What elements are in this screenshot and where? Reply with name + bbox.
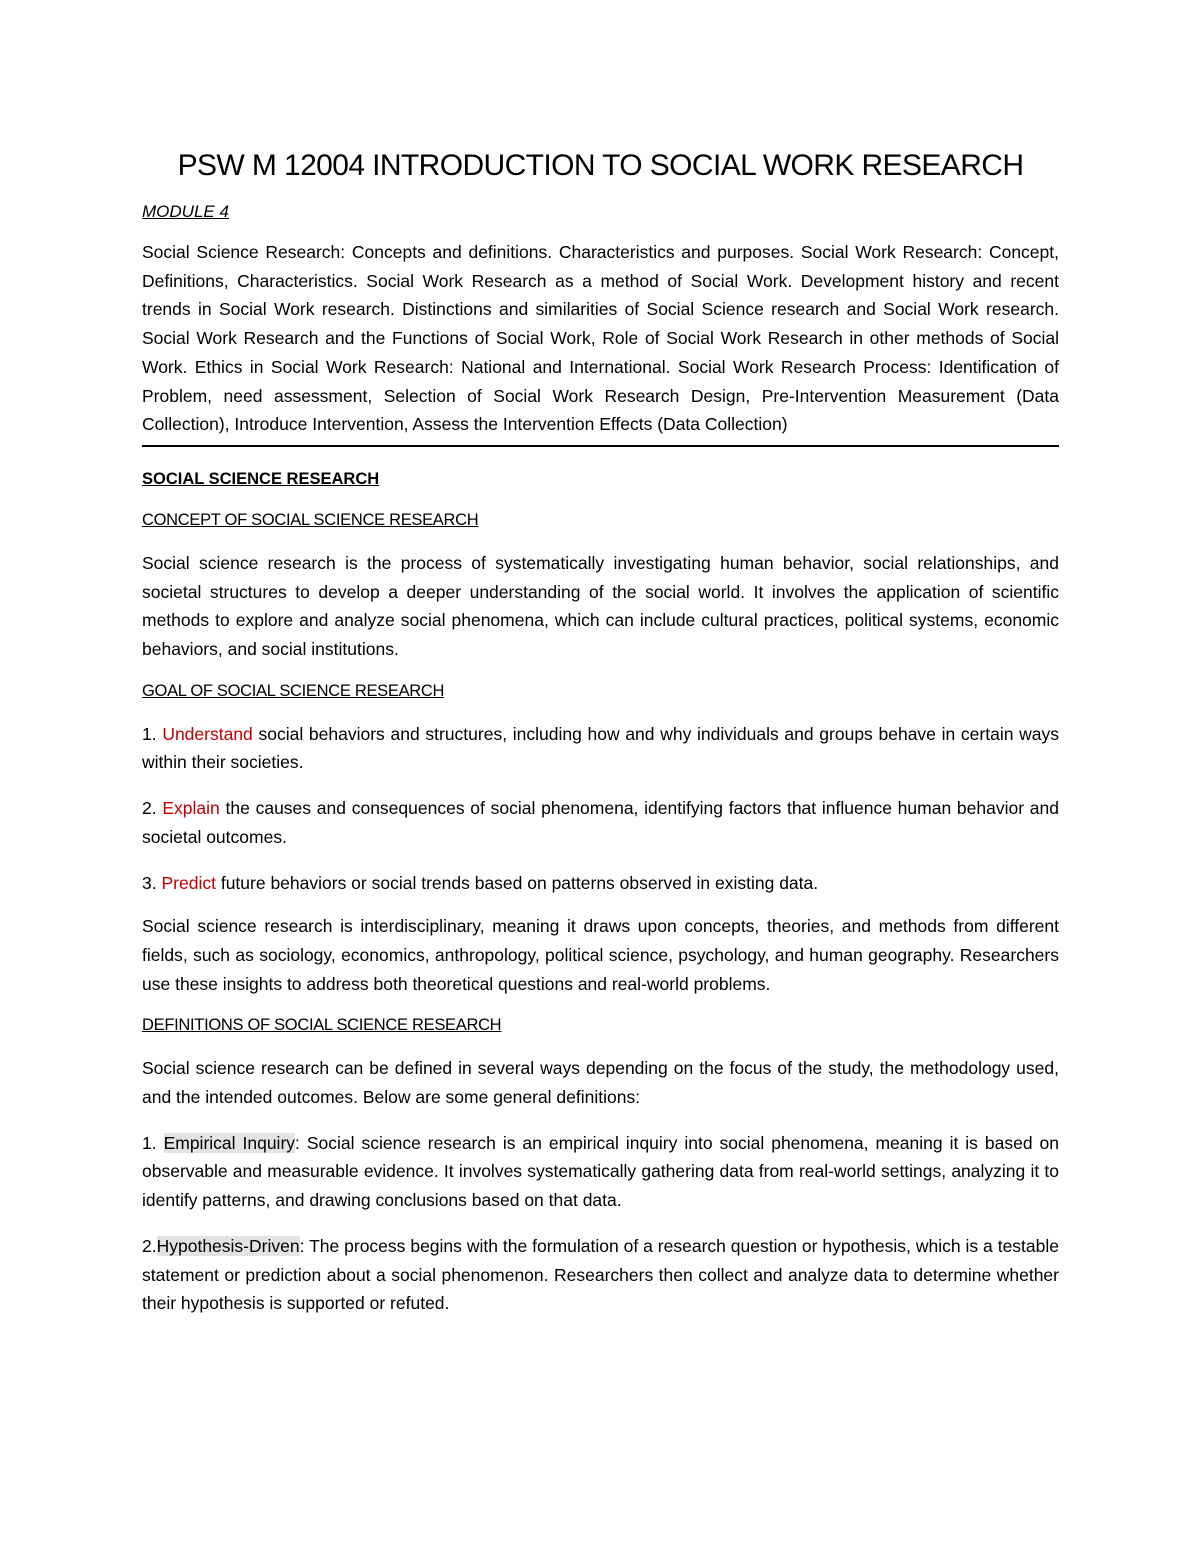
definition-item-number: 1. xyxy=(142,1132,157,1153)
goal-item-2 xyxy=(142,794,1059,851)
definitions-intro: Social science research can be defined in several ways depending on the focus of the study, the methodology used, and the intended outcomes. Below are some general definitions: xyxy=(142,1058,1059,1108)
definition-item-term: Hypothesis-Driven xyxy=(156,1235,300,1256)
definition-item-2: 2.Hypothesis-Driven: The process begins with the formulation of a research question or hypothesis, which is a testable statement or prediction about a social phenomenon. Researchers then collect and analyze data to determine whether their hypothesis is supported or refuted. xyxy=(142,1235,1059,1314)
goal-item-term: Predict xyxy=(161,872,216,893)
goal-item-3 xyxy=(142,869,1059,898)
section-heading: SOCIAL SCIENCE RESEARCH xyxy=(142,469,380,488)
definition-item-text: The process begins with the formulation of a research question or hypothesis, which is a testable statement or prediction about a social phenomenon. Researchers then collect and analyze data to determine whether their hypothesis is supported or refuted. xyxy=(142,1235,1059,1314)
definitions-heading: DEFINITIONS OF SOCIAL SCIENCE RESEARCH xyxy=(142,1016,502,1035)
module-label: MODULE 4 xyxy=(142,202,229,221)
goal-item-number: 3. xyxy=(142,872,157,893)
syllabus-paragraph: Social Science Research: Concepts and definitions. Characteristics and purposes. Social Work Research: Concept, Definitions, Characteristics. Social Work Research as a method of Social Work. Development history and recent trends in Social Work research. Distinctions and similarities of Social Science research and Social Work research. Social Work Research and the Functions of Social Work, Role of Social Work Research in other methods of Social Work. Ethics in Social Work Research: National and International. Social Work Research Process: Identification of Problem, need assessment, Selection of Social Work Research Design, Pre-Intervention Measurement (Data Collection), Introduce Intervention, Assess the Intervention Effects (Data Collection) xyxy=(142,242,1059,435)
concept-paragraph: Social science research is the process of systematically investigating human behavior, social relationships, and societal structures to develop a deeper understanding of the social world. It involves the application of scientific methods to explore and analyze social phenomena, which can include cultural practices, political systems, economic behaviors, and social institutions. xyxy=(142,552,1059,660)
concept-heading: CONCEPT OF SOCIAL SCIENCE RESEARCH xyxy=(142,510,479,529)
goal-item-1 xyxy=(142,720,1059,777)
goal-item-number: 1. xyxy=(142,723,157,744)
goal-item-term: Understand xyxy=(162,723,253,744)
goal-heading: GOAL OF SOCIAL SCIENCE RESEARCH xyxy=(142,681,445,700)
definition-item-1: 1. Empirical Inquiry: Social science research is an empirical inquiry into social phenomena, meaning it is based on observable and measurable evidence. It involves systematically gathering data from real-world settings, analyzing it to identify patterns, and drawing conclusions based on that data. xyxy=(142,1132,1059,1211)
document-title: PSW M 12004 INTRODUCTION TO SOCIAL WORK RESEARCH xyxy=(177,149,1024,182)
goal-item-text: social behaviors and structures, including how and why individuals and groups behave in certain ways within their societies. xyxy=(142,723,1059,773)
goal-item-text: future behaviors or social trends based on patterns observed in existing data. xyxy=(220,872,819,893)
goal-item-text: the causes and consequences of social phenomena, identifying factors that influence human behavior and societal outcomes. xyxy=(142,798,1059,847)
definition-item-text: Social science research is an empirical inquiry into social phenomena, meaning it is based on observable and measurable evidence. It involves systematically gathering data from real-world settings, analyzing it to identify patterns, and drawing conclusions based on that data. xyxy=(142,1132,1059,1211)
definition-item-term: Empirical Inquiry xyxy=(163,1132,296,1153)
definition-item-number: 2. xyxy=(142,1235,157,1256)
divider-line xyxy=(142,445,1059,447)
goal-closing-paragraph: Social science research is interdisciplinary, meaning it draws upon concepts, theories, and methods from different fields, such as sociology, economics, anthropology, political science, psychology, and human geography. Researchers use these insights to address both theoretical questions and real-world problems. xyxy=(142,916,1059,994)
goal-item-number: 2. xyxy=(142,798,157,819)
goal-item-term: Explain xyxy=(162,798,220,819)
